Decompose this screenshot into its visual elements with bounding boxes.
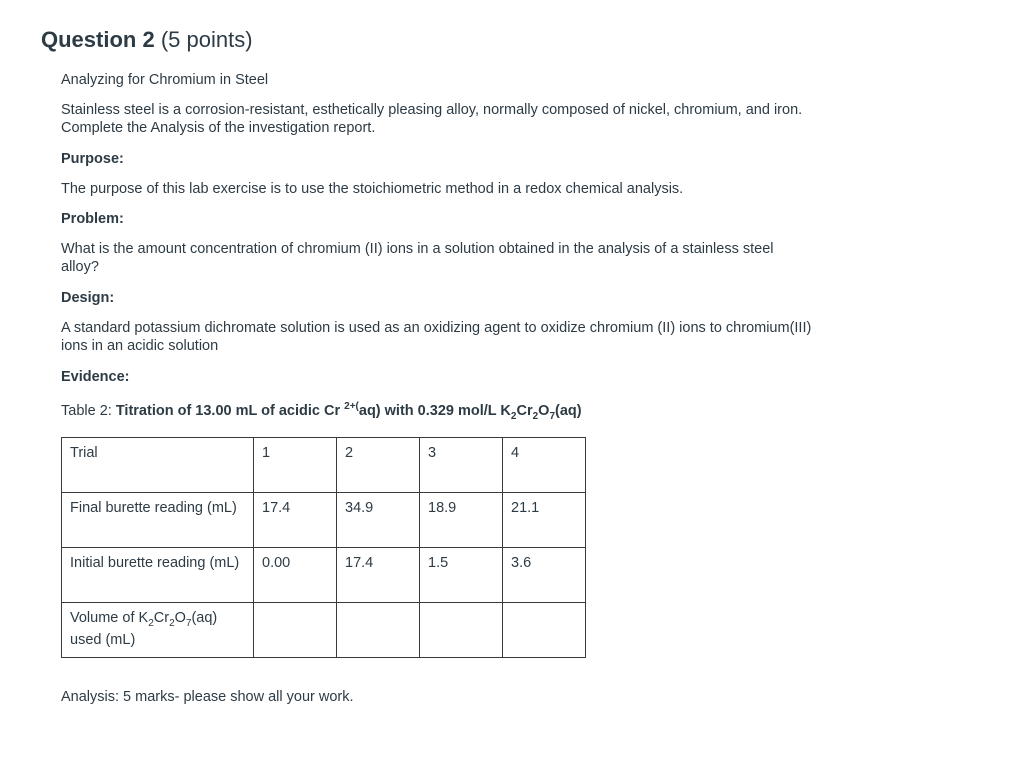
problem-line-2: alloy? xyxy=(61,259,99,275)
question-title xyxy=(41,27,253,53)
table-cell: 3.6 xyxy=(503,548,586,603)
table-caption-title: Titration of 13.00 mL of acidic Cr $^{2+(}$aq) with 0.329 mol/L $K_2Cr_2O_7(aq)$ xyxy=(115,401,582,422)
heading: Analyzing for Chromium in Steel xyxy=(61,72,269,88)
table-cell: 34.9 xyxy=(337,493,420,548)
header-cell: 1 xyxy=(254,438,337,493)
problem-line-1: What is the amount concentration of chromium (II) ions in a solution obtained in the analysis of a stainless steel xyxy=(61,241,774,257)
row-label: Initial burette reading (mL) xyxy=(62,548,254,603)
design-line-2: ions in an acidic solution xyxy=(61,338,219,354)
table-row-volume xyxy=(62,603,586,658)
table-header-row xyxy=(62,438,586,493)
answer-cell[interactable] xyxy=(420,603,503,658)
table-caption xyxy=(61,402,582,420)
table-row-final xyxy=(62,493,586,548)
header-cell: 3 xyxy=(420,438,503,493)
intro xyxy=(61,101,802,137)
intro-line-2: Complete the Analysis of the investigation report. xyxy=(61,120,376,136)
row-label: Final burette reading (mL) xyxy=(62,493,254,548)
problem-label: Problem: xyxy=(61,211,124,227)
table-cell: 17.4 xyxy=(337,548,420,603)
answer-cell[interactable] xyxy=(337,603,420,658)
header-cell: 2 xyxy=(337,438,420,493)
purpose-label: Purpose: xyxy=(61,151,124,167)
titration-table xyxy=(61,437,586,658)
problem-text xyxy=(61,240,773,276)
row-label: Volume of $K_2Cr_2O_7(aq)$ used (mL) xyxy=(62,603,254,658)
design-label: Design: xyxy=(61,290,115,306)
question-points: (5 points) xyxy=(160,27,253,52)
header-cell: 4 xyxy=(503,438,586,493)
purpose-text: The purpose of this lab exercise is to use the stoichiometric method in a redox chemical analysis. xyxy=(61,181,684,197)
answer-cell[interactable] xyxy=(503,603,586,658)
intro-line-1: Stainless steel is a corrosion-resistant, esthetically pleasing alloy, normally composed of nickel, chromium, and iron. xyxy=(61,102,803,118)
table-cell: 18.9 xyxy=(420,493,503,548)
table-row-initial xyxy=(62,548,586,603)
question-label: Question 2 xyxy=(41,27,155,52)
design-line-1: A standard potassium dichromate solution is used as an oxidizing agent to oxidize chromium (II) ions to chromium(III) xyxy=(61,320,812,336)
header-cell: Trial xyxy=(62,438,254,493)
design-text xyxy=(61,319,811,355)
table-cell: 1.5 xyxy=(420,548,503,603)
evidence-label: Evidence: xyxy=(61,369,130,385)
analysis-instruction: Analysis: 5 marks- please show all your work. xyxy=(61,689,354,705)
table-caption-prefix: Table 2: xyxy=(61,403,116,419)
table-cell: 17.4 xyxy=(254,493,337,548)
table-cell: 0.00 xyxy=(254,548,337,603)
table-cell: 21.1 xyxy=(503,493,586,548)
answer-cell[interactable] xyxy=(254,603,337,658)
